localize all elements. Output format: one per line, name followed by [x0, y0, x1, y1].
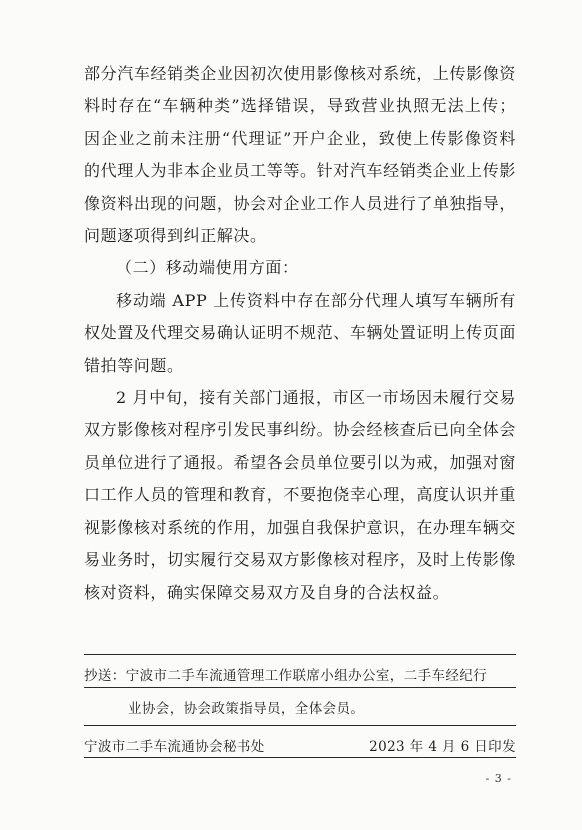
issuing-office: 宁波市二手车流通协会秘书处 — [84, 739, 265, 755]
body-text — [84, 58, 516, 609]
cc-recipients-line-1: 抄送：宁波市二手车流通管理工作联席小组办公室，二手车经纪行 — [84, 668, 488, 684]
section-heading: （二）移动端使用方面： — [116, 258, 299, 278]
footer-cc-rule — [84, 687, 516, 688]
cc-recipients-line-2: 业协会，协会政策指导员，全体会员。 — [128, 701, 365, 717]
paragraph-1: 部分汽车经销类企业因初次使用影像核对系统，上传影像资料时存在“车辆种类”选择错误，导致营业执照无法上传；因企业之前未注册“代理证”开户企业，致使上传影像资料的代理人为非本企业员工等等。针对汽车经销类企业上传影像资料出现的问题，协会对企业工作人员进行了单独指导，问题逐项得到纠正解决。 — [84, 64, 516, 246]
paragraph-2: 移动端 APP 上传资料中存在部分代理人填写车辆所有权处置及代理交易确认证明不规范、车辆处置证明上传页面错拍等问题。 — [84, 290, 516, 375]
footer-top-rule — [84, 654, 516, 655]
paragraph-3: 2 月中旬，接有关部门通报，市区一市场因未履行交易双方影像核对程序引发民事纠纷。协会经核查后已向全体会员单位进行了通报。希望各会员单位要引以为戒，加强对窗口工作人员的管理和教育，不要抱侥幸心理，高度认识并重视影像核对系统的作用，加强自我保护意识，在办理车辆交易业务时，切实履行交易双方影像核对程序，及时上传影像核对资料，确实保障交易双方及自身的合法权益。 — [84, 388, 516, 602]
page-number: - 3 - — [485, 772, 512, 785]
footer-mid-rule — [84, 725, 516, 726]
issue-date: 2023 年 4 月 6 日印发 — [369, 739, 516, 755]
footer-bottom-rule — [84, 757, 516, 758]
